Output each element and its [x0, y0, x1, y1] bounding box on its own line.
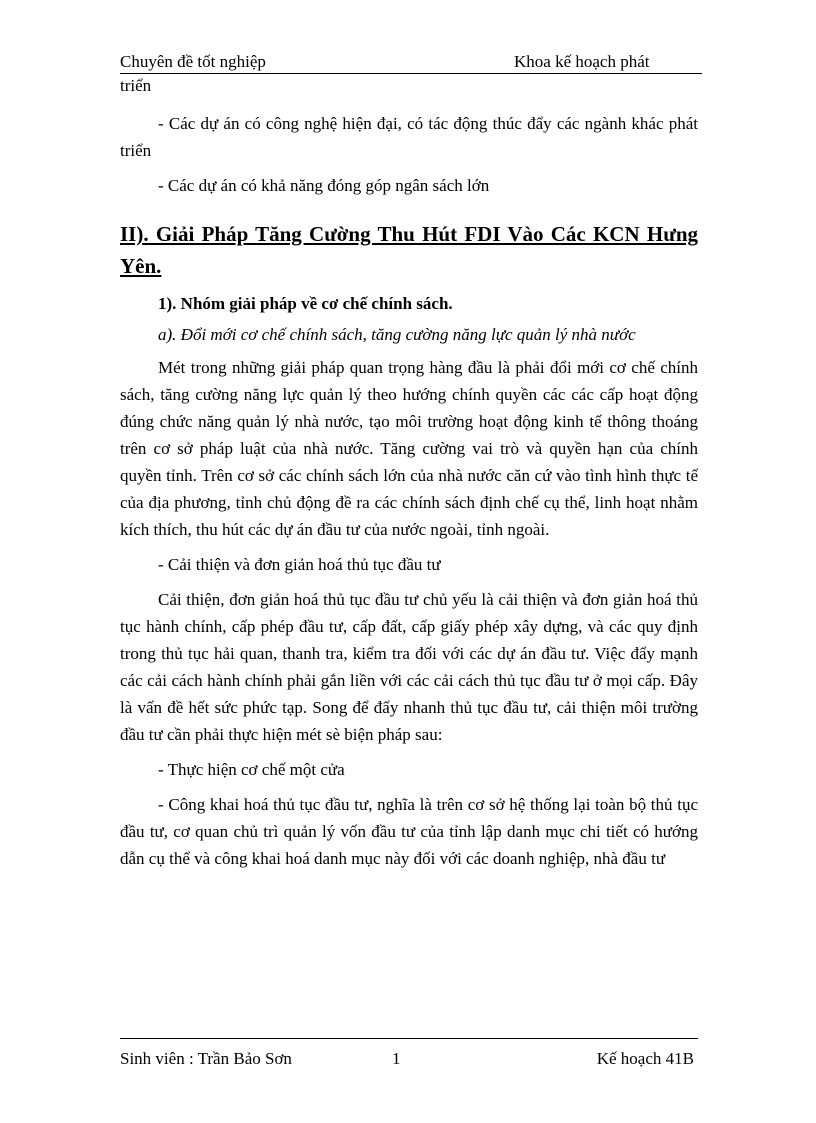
- footer-class: Kế hoạch 41B: [596, 1049, 694, 1068]
- section-heading: II). Giải Pháp Tăng Cường Thu Hút FDI Vào Các KCN Hưng Yên.: [120, 222, 698, 278]
- bullet-budget-contribution: - Các dự án có khả năng đóng góp ngân sách lớn: [158, 176, 490, 195]
- bullet-simplify-procedures: - Cải thiện và đơn giản hoá thủ tục đầu tư: [158, 555, 441, 574]
- page-footer: [120, 1038, 698, 1069]
- header-faculty: Khoa kế hoạch phát: [514, 52, 650, 71]
- subsection-subheading: a). Đổi mới cơ chế chính sách, tăng cường năng lực quản lý nhà nước: [158, 325, 636, 344]
- document-body: [120, 110, 698, 880]
- subsection-heading: 1). Nhóm giải pháp về cơ chế chính sách.: [158, 294, 453, 313]
- header-faculty-continuation: triển: [120, 76, 152, 95]
- paragraph-policy-reform: Mét trong những giải pháp quan trọng hàng đầu là phải đổi mới cơ chế chính sách, tăng cường năng lực quản lý theo hướng chính quyền các các cấp hoạt động đúng chức năng quản lý nhà nước, tạo môi trường hoạt động kinh tế thông thoáng trên cơ sở pháp luật của nhà nước. Tăng cường vai trò và quyền hạn của chính quyền tỉnh. Trên cơ sở các chính sách lớn của nhà nước căn cứ vào tình hình thực tế của địa phương, tỉnh chủ động đề ra các chính sách định chế cụ thể, linh hoạt nhằm kích thích, thu hút các dự án đầu tư của nước ngoài, tỉnh ngoài.: [120, 358, 698, 539]
- header-document-title: Chuyên đề tốt nghiệp: [120, 52, 266, 71]
- paragraph-procedure-improvement: Cải thiện, đơn giản hoá thủ tục đầu tư chủ yếu là cải thiện và đơn giản hoá thủ tục hành chính, cấp phép đầu tư, cấp đất, cấp giấy phép xây dựng, và các quy định trong thủ tục hải quan, thanh tra, kiểm tra đối với các dự án đầu tư. Việc đẩy mạnh các cải cách hành chính phải gắn liền với các cải cách thủ tục đầu tư ở mọi cấp. Đây là vấn đề hết sức phức tạp. Song để đẩy nhanh thủ tục đầu tư, cải thiện môi trường đầu tư cần phải thực hiện mét sè biện pháp sau:: [120, 590, 698, 744]
- bullet-publicize-procedures: - Công khai hoá thủ tục đầu tư, nghĩa là trên cơ sở hệ thống lại toàn bộ thủ tục đầu tư, cơ quan chủ trì quản lý vốn đầu tư của tỉnh lập danh mục chi tiết có hướng dẫn cụ thể và công khai hoá danh mục này đối với các doanh nghiệp, nhà đầu tư: [120, 795, 698, 868]
- page-header: [120, 52, 702, 74]
- bullet-one-stop-shop: - Thực hiện cơ chế một cửa: [158, 760, 345, 779]
- footer-student: Sinh viên : Trần Bảo Sơn: [120, 1049, 292, 1068]
- bullet-modern-technology: - Các dự án có công nghệ hiện đại, có tác động thúc đẩy các ngành khác phát triển: [120, 114, 698, 160]
- footer-page-number: 1: [392, 1049, 401, 1068]
